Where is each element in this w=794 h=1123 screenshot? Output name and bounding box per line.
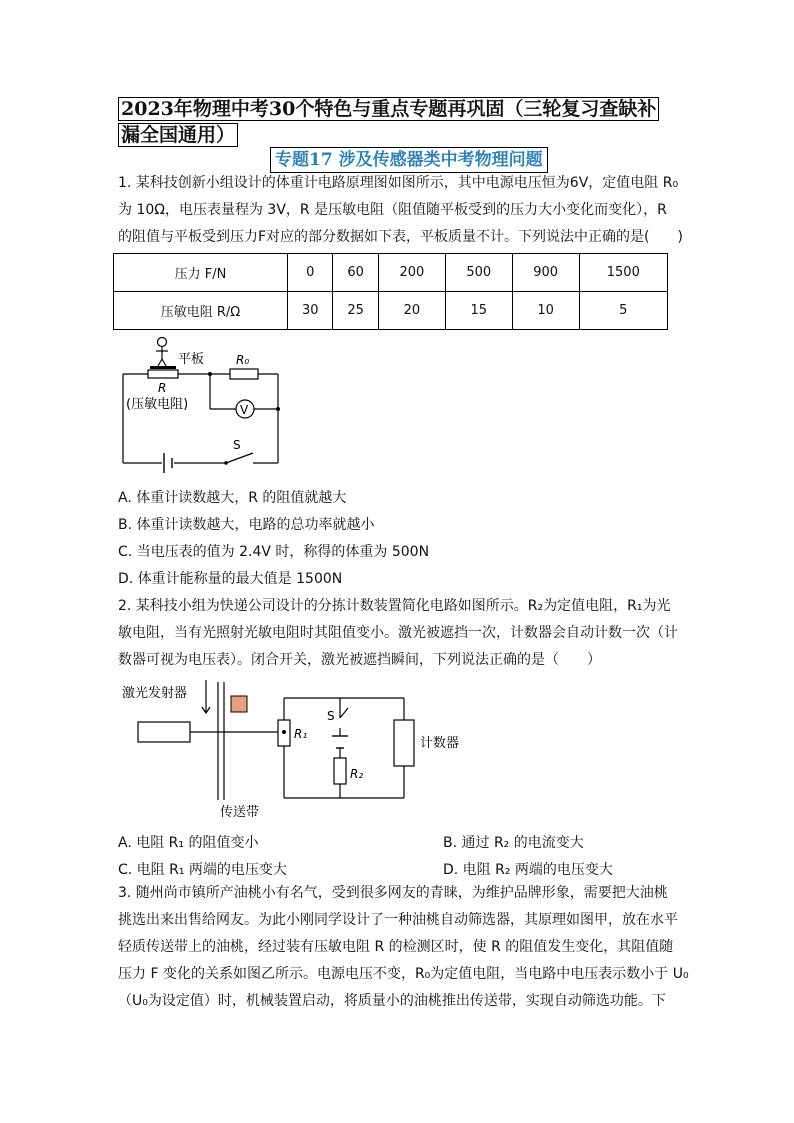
question-3-line: 挑选出来出售给网友。为此小刚同学设计了一种油桃自动筛选器，其原理如图甲，放在水平 [118, 912, 678, 928]
question-3-line: 3. 随州尚市镇所产油桃小有名气，受到很多网友的青睐，为维护品牌形象，需要把大油桃 [118, 885, 668, 901]
belt-label: 传送带 [220, 805, 260, 820]
q1-option-a: A. 体重计读数越大，R 的阻值就越大 [118, 490, 347, 506]
r1-label: R₁ [294, 727, 308, 741]
table-cell: 60 [333, 254, 378, 292]
laser-emitter-icon [138, 722, 190, 742]
q2-option-d: D. 电阻 R₂ 两端的电压变大 [443, 862, 613, 878]
q2-option-a: A. 电阻 R₁ 的阻值变小 [118, 835, 259, 851]
table-cell: 10 [512, 292, 579, 330]
pressure-resistor-icon [148, 370, 178, 378]
question-3-text [118, 880, 689, 1015]
battery-icon [164, 453, 172, 473]
question-2-line: 2. 某科技小组为快递公司设计的分拣计数装置简化电路如图所示。R₂为定值电阻，R₁为光 [118, 598, 671, 614]
question-1-line: 的阻值与平板受到压力F对应的部分数据如下表，平板质量不计。下列说法中正确的是( ) [118, 229, 683, 245]
laser-label: 激光发射器 [122, 686, 188, 701]
counter-label: 计数器 [420, 736, 460, 751]
plate-icon [150, 366, 176, 369]
switch-icon [224, 461, 228, 465]
junction-dot [276, 407, 280, 411]
table-cell: 0 [288, 254, 333, 292]
question-3-line: （U₀为设定值）时，机械装置启动，将质量小的油桃推出传送带，实现自动筛选功能。下 [118, 993, 666, 1009]
question-2-line: 敏电阻，当有光照射光敏电阻时其阻值变小。激光被遮挡一次，计数器会自动计数一次（计 [118, 625, 678, 641]
peach-package-icon [231, 696, 247, 712]
junction-dot [208, 372, 212, 376]
q1-option-c: C. 当电压表的值为 2.4V 时，称得的体重为 500N [118, 544, 430, 560]
junction-dot [282, 730, 286, 734]
r0-label: R₀ [236, 353, 250, 367]
weight-scale-circuit-diagram [118, 332, 288, 472]
table-cell: 25 [333, 292, 378, 330]
table-cell: 5 [579, 292, 667, 330]
question-2-text [118, 593, 678, 674]
question-1-line: 为 10Ω，电压表量程为 3V，R 是压敏电阻（阻值随平板受到的压力大小变化而变化），R [118, 202, 667, 218]
r0-resistor-icon [230, 369, 258, 379]
switch-label: S [327, 709, 335, 723]
pressure-resistance-table [113, 253, 668, 330]
pressure-resistor-note: (压敏电阻) [126, 397, 189, 412]
topic-heading: 专题17 涉及传感器类中考物理问题 [270, 147, 548, 173]
table-cell: 30 [288, 292, 333, 330]
r-label: R [158, 381, 167, 395]
q1-option-d: D. 体重计能称量的最大值是 1500N [118, 571, 343, 587]
voltmeter-label: V [240, 403, 249, 417]
question-1-line: 1. 某科技创新小组设计的体重计电路原理图如图所示，其中电源电压恒为6V，定值电阻 R₀ [118, 175, 679, 191]
document-title: 2023年物理中考30个特色与重点专题再巩固（三轮复习查缺补漏全国通用） [118, 96, 674, 148]
person-icon [156, 338, 168, 367]
table-cell: 500 [445, 254, 512, 292]
sorting-counter-diagram [118, 680, 460, 820]
table-cell: 200 [378, 254, 445, 292]
q2-option-c: C. 电阻 R₁ 两端的电压变大 [118, 862, 287, 878]
r2-resistor-icon [334, 758, 346, 784]
circuit-wires [123, 374, 278, 463]
table-cell: 20 [378, 292, 445, 330]
plate-label: 平板 [178, 352, 205, 367]
table-row-label: 压力 F/N [114, 254, 288, 292]
q2-option-b: B. 通过 R₂ 的电流变大 [443, 835, 584, 851]
table-cell: 900 [512, 254, 579, 292]
table-row [114, 254, 668, 292]
table-row-label: 压敏电阻 R/Ω [114, 292, 288, 330]
question-3-line: 压力 F 变化的关系如图乙所示。电源电压不变，R₀为定值电阻，当电路中电压表示数小于 U₀ [118, 966, 689, 982]
r2-label: R₂ [350, 767, 364, 781]
table-cell: 15 [445, 292, 512, 330]
table-cell: 1500 [579, 254, 667, 292]
question-1-text [118, 170, 683, 251]
q1-option-b: B. 体重计读数越大，电路的总功率就越小 [118, 517, 375, 533]
switch-label: S [233, 438, 241, 452]
battery-icon [332, 736, 348, 748]
counter-icon [394, 720, 414, 766]
question-2-line: 数器可视为电压表）。闭合开关，激光被遮挡瞬间，下列说法正确的是（ ） [118, 652, 601, 668]
table-row [114, 292, 668, 330]
question-3-line: 轻质传送带上的油桃，经过装有压敏电阻 R 的检测区时，使 R 的阻值发生变化，其阻值随 [118, 939, 674, 955]
